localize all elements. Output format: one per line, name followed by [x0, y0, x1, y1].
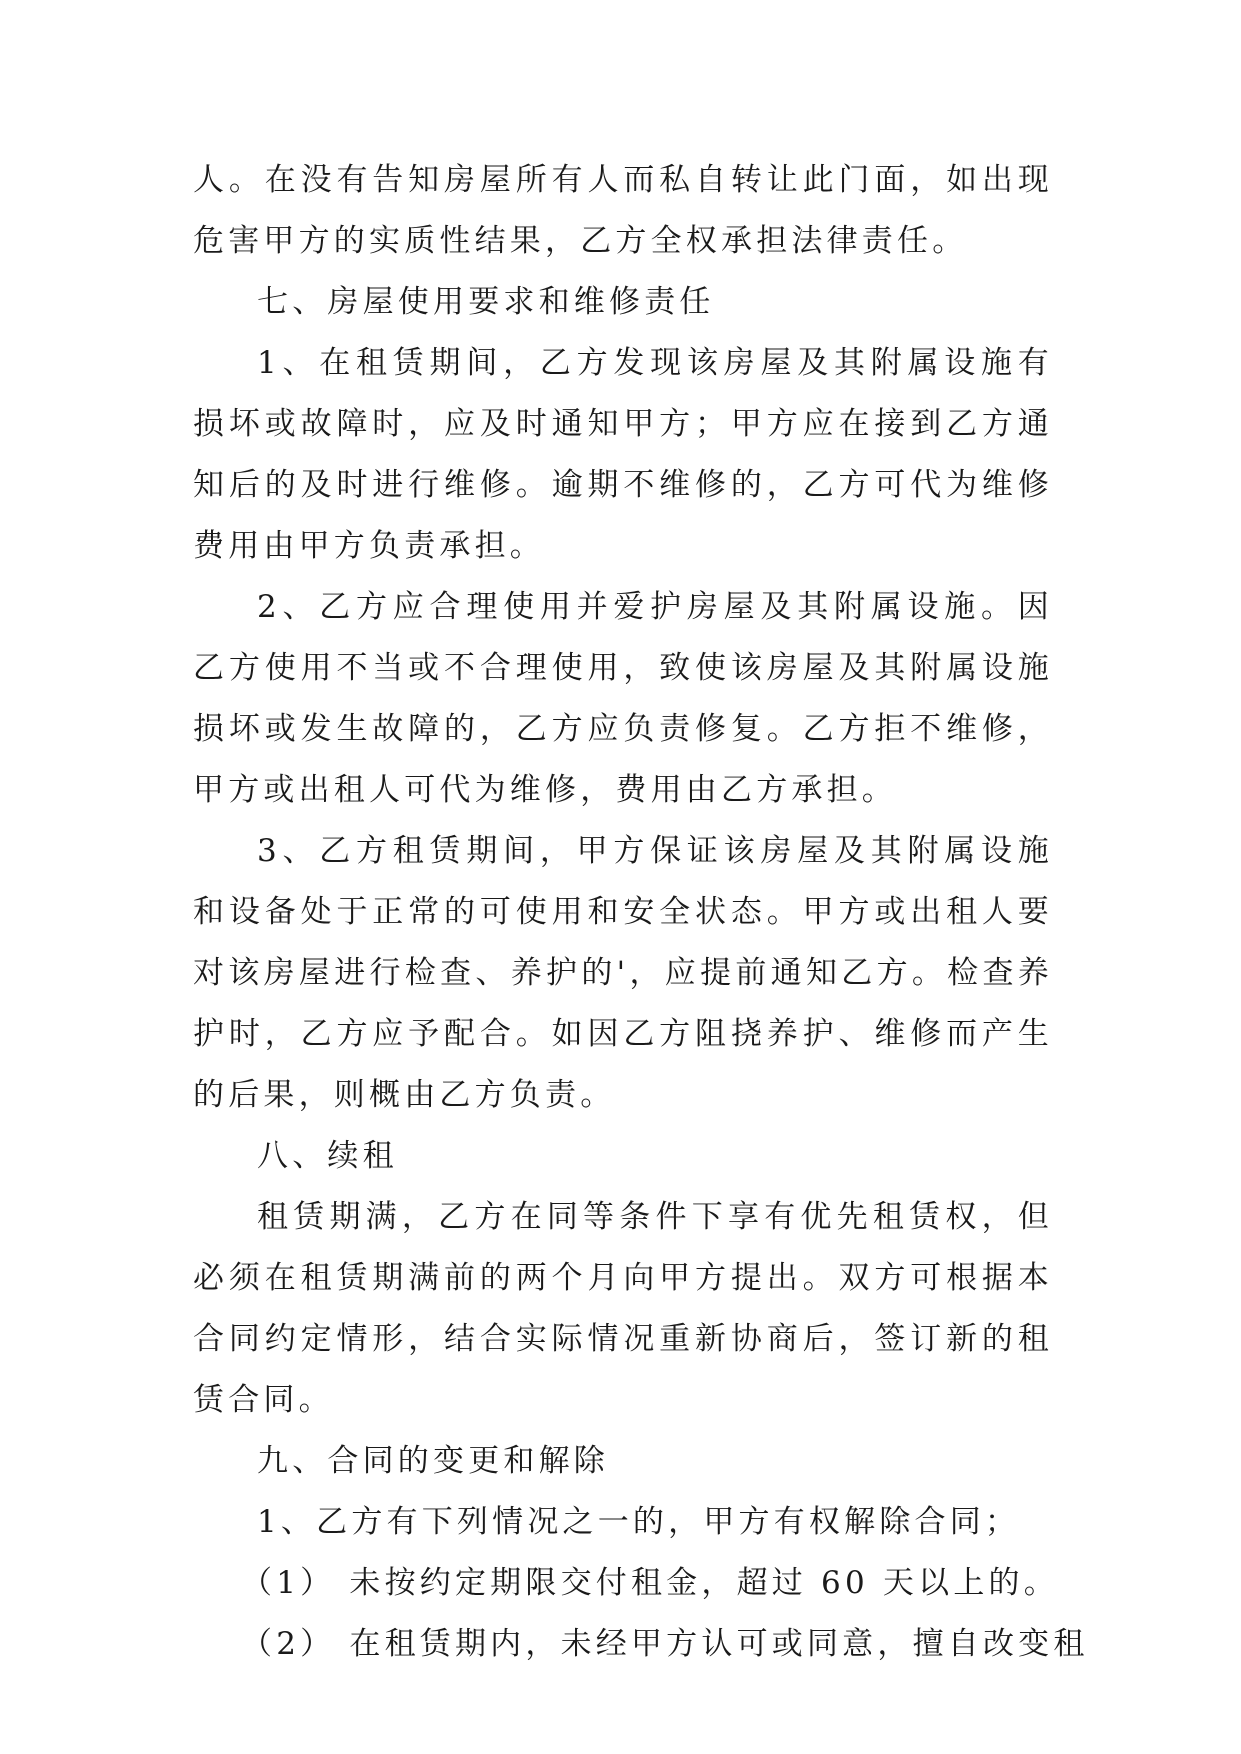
clause-7-2: 2、乙方应合理使用并爱护房屋及其附属设施。因乙方使用不当或不合理使用，致使该房屋及其附属设施损坏或发生故障的，乙方应负责修复。乙方拒不维修，甲方或出租人可代为维修，费用由乙方承担。 — [193, 589, 1053, 808]
clause-7-1: 1、在租赁期间，乙方发现该房屋及其附属设施有损坏或故障时，应及时通知甲方；甲方应在接到乙方通知后的及时进行维修。逾期不维修的，乙方可代为维修费用由甲方负责承担。 — [193, 345, 1053, 564]
section-heading-9: 九、合同的变更和解除 — [257, 1443, 609, 1479]
clause-9-1-item-2: （2） 在租赁期内，未经甲方认可或同意，擅自改变租 — [241, 1626, 1089, 1662]
paragraph-continuation: 人。在没有告知房屋所有人而私自转让此门面，如出现危害甲方的实质性结果，乙方全权承担法律责任。 — [193, 162, 1053, 259]
clause-7-3: 3、乙方租赁期间，甲方保证该房屋及其附属设施和设备处于正常的可使用和安全状态。甲方或出租人要对该房屋进行检查、养护的'，应提前通知乙方。检查养护时，乙方应予配合。如因乙方阻挠养护、维修而产生的后果，则概由乙方负责。 — [193, 833, 1053, 1113]
clause-8: 租赁期满，乙方在同等条件下享有优先租赁权，但必须在租赁期满前的两个月向甲方提出。双方可根据本合同约定情形，结合实际情况重新协商后，签订新的租赁合同。 — [193, 1199, 1053, 1418]
clause-9-1-item-1: （1） 未按约定期限交付租金，超过 60 天以上的。 — [241, 1565, 1059, 1601]
clause-9-1: 1、乙方有下列情况之一的，甲方有权解除合同； — [257, 1504, 1021, 1540]
document-page — [193, 150, 1089, 1675]
section-heading-8: 八、续租 — [257, 1138, 398, 1174]
section-heading-7: 七、房屋使用要求和维修责任 — [257, 284, 715, 320]
